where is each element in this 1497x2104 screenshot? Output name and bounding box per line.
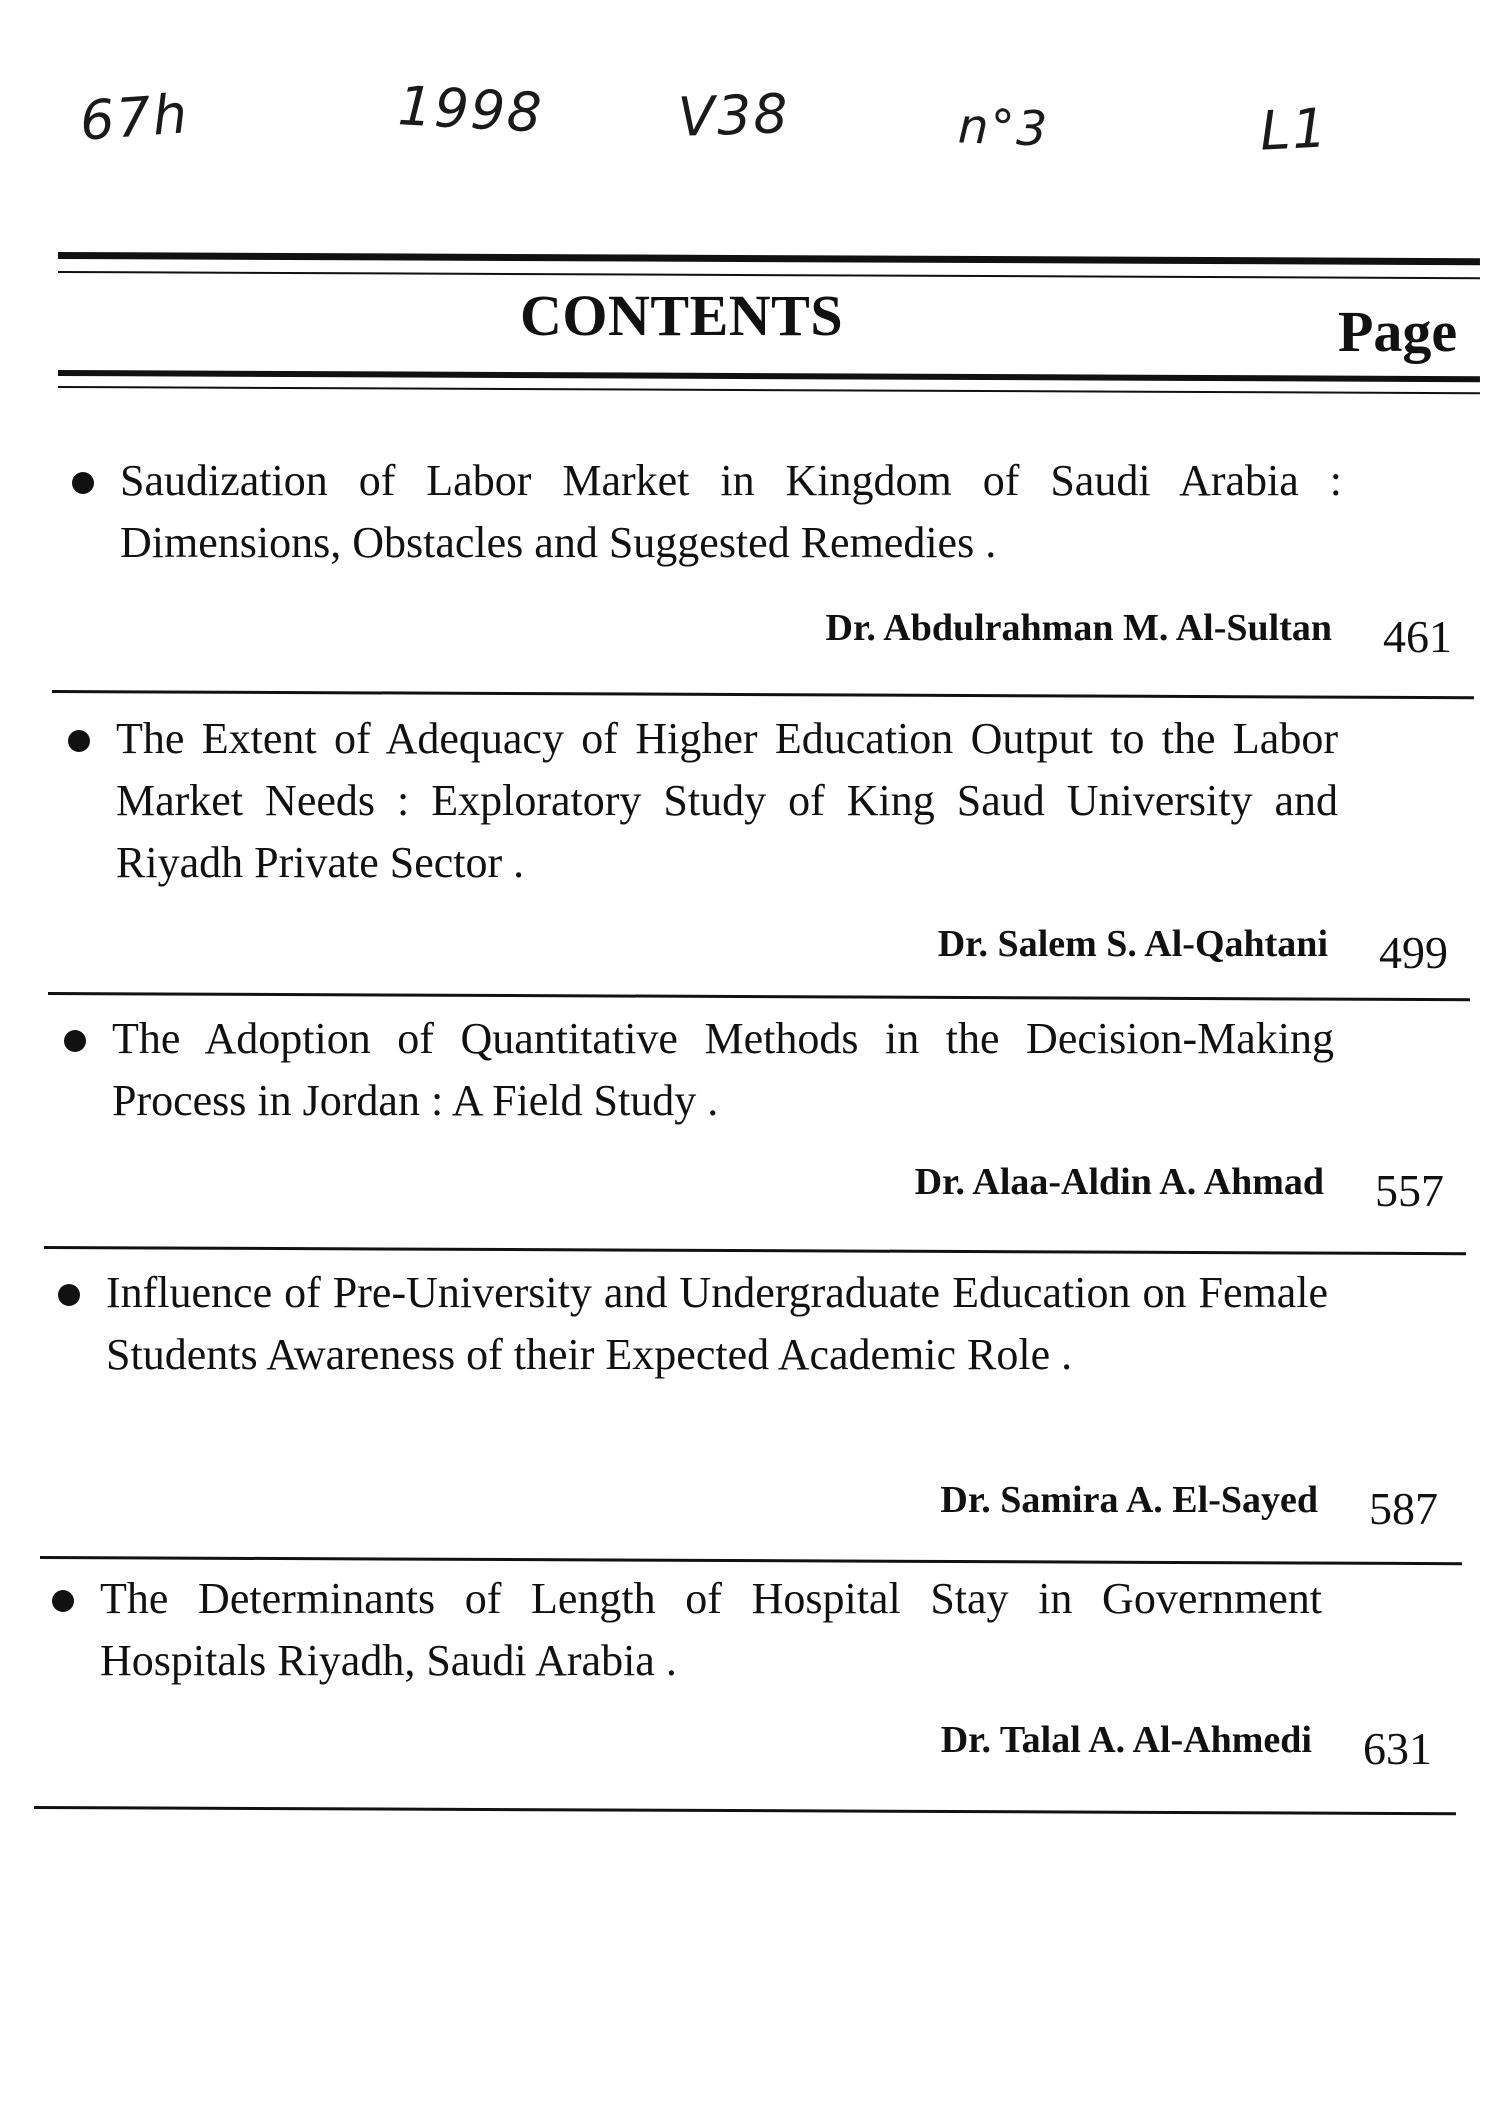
toc-entry [52, 1568, 1482, 1848]
header-rule-thin [58, 386, 1480, 394]
header-rule [58, 370, 1480, 382]
toc-entry [72, 450, 1497, 730]
handwritten-note: 67h [77, 82, 192, 153]
entry-author: Dr. Abdulrahman M. Al-Sultan [825, 607, 1332, 649]
bullet-icon [68, 730, 90, 752]
handwritten-note: 1998 [396, 74, 545, 145]
bullet-icon [64, 1030, 86, 1052]
toc-entry [68, 708, 1497, 988]
bullet-icon [58, 1284, 80, 1306]
entry-divider [48, 992, 1470, 1001]
toc-entry [64, 1008, 1494, 1288]
entry-title: The Adoption of Quantitative Methods in the Decision-Making Process in Jordan : A Field Study . [112, 1014, 1334, 1125]
entry-title: The Determinants of Length of Hospital Stay in Government Hospitals Riyadh, Saudi Arabia . [100, 1574, 1322, 1685]
handwritten-note: V38 [676, 82, 791, 149]
handwritten-annotations [77, 74, 1360, 188]
contents-title: CONTENTS [520, 283, 844, 348]
top-rule [58, 252, 1480, 265]
handwritten-note: L1 [1258, 96, 1331, 163]
entry-divider [40, 1556, 1462, 1565]
entry-author: Dr. Talal A. Al-Ahmedi [940, 1719, 1312, 1761]
entry-title: Saudization of Labor Market in Kingdom of Saudi Arabia : Dimensions, Obstacles and Suggested Remedies . [120, 456, 1342, 567]
entry-page-number: 557 [1375, 1165, 1444, 1216]
entry-author: Dr. Alaa-Aldin A. Ahmad [914, 1161, 1324, 1203]
entry-author: Dr. Salem S. Al-Qahtani [937, 923, 1328, 965]
entry-title: Influence of Pre-University and Undergraduate Education on Female Students Awareness of their Expected Academic Role . [106, 1268, 1328, 1379]
entry-page-number: 461 [1383, 611, 1452, 662]
entry-page-number: 631 [1363, 1723, 1432, 1774]
top-rule-thin [58, 271, 1480, 279]
page-column-heading: Page [1338, 299, 1458, 364]
entry-title: The Extent of Adequacy of Higher Education Output to the Labor Market Needs : Exploratory Study of King Saud University and Riyadh Private Sector . [116, 714, 1338, 887]
entry-page-number: 587 [1369, 1483, 1438, 1534]
toc-entry [58, 1262, 1488, 1542]
bullet-icon [52, 1590, 74, 1612]
handwritten-note: n°3 [957, 98, 1050, 158]
entry-author: Dr. Samira A. El-Sayed [940, 1479, 1318, 1521]
entry-page-number: 499 [1379, 927, 1448, 978]
bullet-icon [72, 472, 94, 494]
